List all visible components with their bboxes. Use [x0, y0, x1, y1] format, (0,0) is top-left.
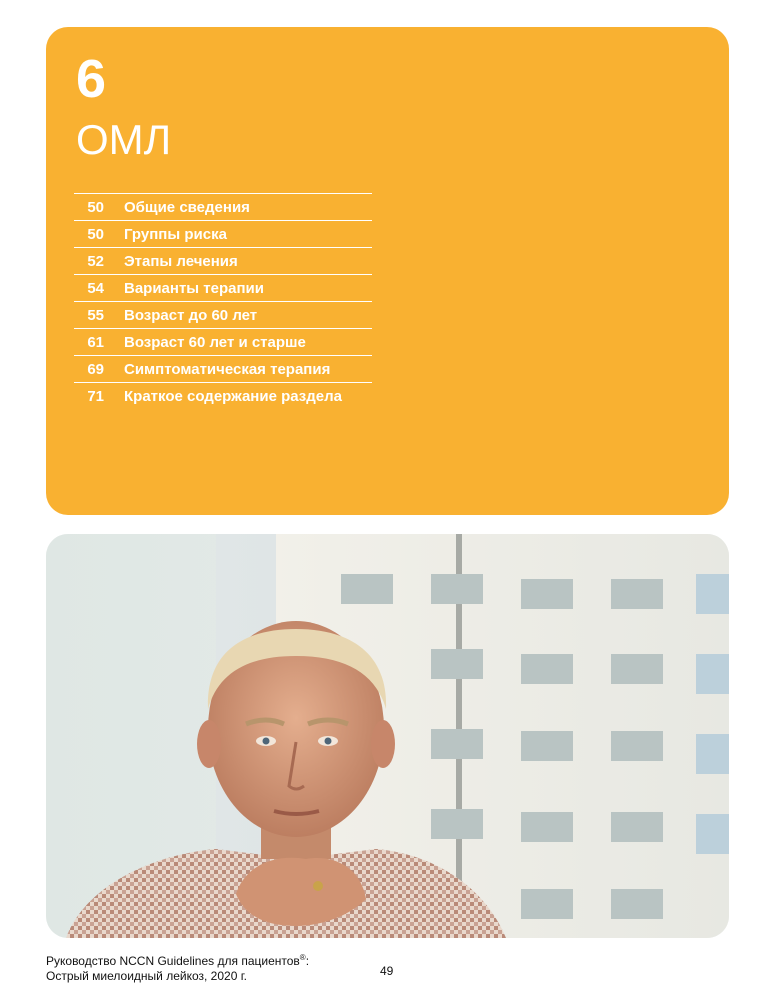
toc-item[interactable]	[74, 194, 372, 221]
toc-page-number: 71	[87, 387, 104, 405]
footer-colon: :	[305, 954, 310, 968]
toc-label: Симптоматическая терапия	[124, 360, 331, 378]
page-number: 49	[380, 964, 394, 978]
toc-label: Варианты терапии	[124, 279, 264, 297]
toc-label: Краткое содержание раздела	[124, 387, 342, 405]
toc-item[interactable]	[74, 221, 372, 248]
chapter-header-panel	[46, 27, 729, 515]
portrait-photo	[46, 534, 729, 938]
footer-guideline-text: Руководство NCCN Guidelines для пациентов	[46, 954, 300, 968]
portrait-illustration	[46, 534, 729, 938]
chapter-title: ОМЛ	[76, 116, 172, 163]
toc-page-number: 50	[87, 225, 104, 243]
toc-label: Возраст до 60 лет	[124, 306, 258, 324]
chapter-contents	[74, 193, 372, 409]
toc-item[interactable]	[74, 302, 372, 329]
toc-item[interactable]	[74, 329, 372, 356]
toc-item[interactable]	[74, 356, 372, 383]
toc-label: Возраст 60 лет и старше	[124, 333, 306, 351]
toc-page-number: 50	[87, 198, 104, 216]
toc-item[interactable]	[74, 383, 372, 409]
toc-page-number: 61	[87, 333, 104, 351]
toc-item[interactable]	[74, 248, 372, 275]
toc-label: Этапы лечения	[124, 252, 238, 270]
toc-page-number: 55	[87, 306, 104, 324]
toc-page-number: 52	[87, 252, 104, 270]
registered-mark: ®	[299, 953, 306, 962]
toc-item[interactable]	[74, 275, 372, 302]
toc-label: Общие сведения	[124, 198, 250, 216]
toc-page-number: 69	[87, 360, 104, 378]
chapter-number: 6	[76, 49, 107, 109]
footer-caption	[46, 950, 309, 984]
toc-page-number: 54	[87, 279, 104, 297]
footer-guideline-line	[46, 950, 309, 969]
toc-label: Группы риска	[124, 225, 227, 243]
footer-document-title: Острый миелоидный лейкоз, 2020 г.	[46, 969, 247, 983]
